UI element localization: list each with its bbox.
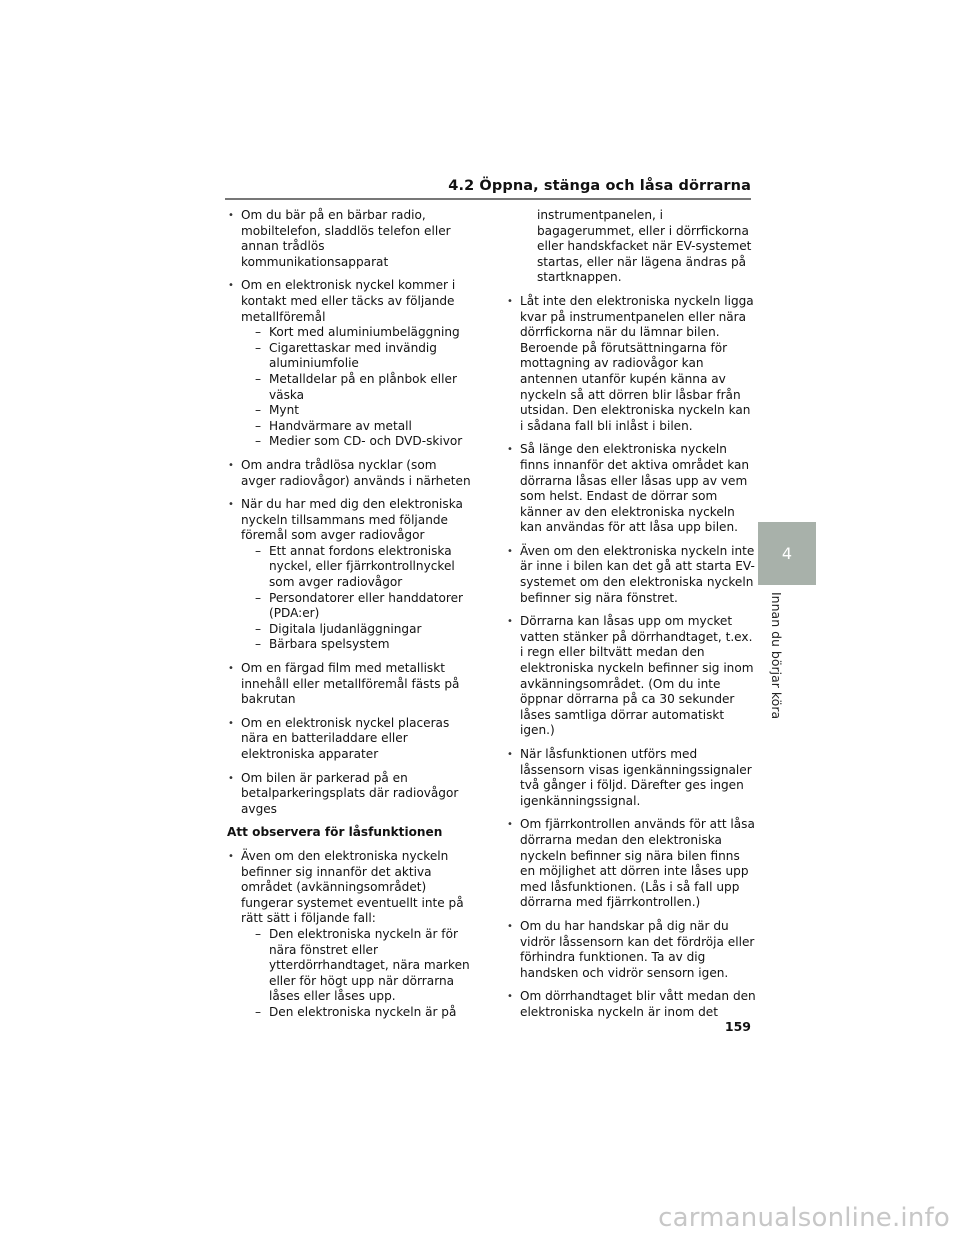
chapter-number: 4	[781, 544, 793, 563]
sub-item: – Metalldelar på en plånbok eller väska	[241, 372, 472, 403]
bullet-item	[227, 849, 472, 1021]
bullet-text: • Om du bär på en bärbar radio, mobiltelefon, sladdlös telefon eller annan trådlös kommunikationsapparat	[241, 208, 451, 269]
bullet-item	[506, 989, 756, 1020]
sub-item: – Mynt	[241, 403, 472, 419]
bullet-text: • När låsfunktionen utförs med låssensorn visas igenkänningssignaler två gånger i följd. Därefter ges ingen igenkänningssignal.	[520, 747, 752, 808]
bullet-item	[227, 278, 472, 450]
section-heading: Att observera för låsfunktionen	[227, 825, 443, 840]
bullet-text: • Låt inte den elektroniska nyckeln ligga kvar på instrumentpanelen eller nära dörrfickorna när du lämnar bilen. Beroende på förutsättningarna för mottagning av radiovågor kan antennen utanför kupén känna av nyckeln så att dörren blir låsbar från utsidan. Den elektroniska nyckeln kan i sådana fall bli inlåst i bilen.	[520, 293, 754, 433]
sub-item: – Cigarettaskar med invändig aluminiumfolie	[241, 341, 472, 372]
left-bullet-list	[227, 208, 472, 817]
chapter-label: Innan du börjar köra	[769, 592, 784, 720]
sub-item: – Ett annat fordons elektroniska nyckel, eller fjärrkontrollnyckel som avger radiovågor	[241, 544, 472, 591]
header-rule	[225, 198, 751, 200]
sub-item: – Digitala ljudanläggningar	[241, 622, 472, 638]
right-column	[506, 208, 756, 1029]
bullet-item	[506, 294, 756, 434]
sub-item: – Medier som CD- och DVD-skivor	[241, 434, 472, 450]
sub-item: – Handvärmare av metall	[241, 419, 472, 435]
continued-subitem-text: instrumentpanelen, i bagagerummet, eller i dörrfickorna eller handskfacket när EV-systemet startas, eller när lägena ändras på startknappen.	[537, 208, 752, 285]
bullet-text: • Om du har handskar på dig när du vidrör låssensorn kan det fördröja eller förhindra funktionen. Ta av dig handsken och vidrör sensorn igen.	[520, 918, 755, 980]
sub-item: – Kort med aluminiumbeläggning	[241, 325, 472, 341]
bullet-text: • Om dörrhandtaget blir vått medan den elektroniska nyckeln är inom det	[520, 989, 756, 1019]
bullet-item	[227, 771, 472, 818]
continued-subitem	[506, 208, 756, 286]
bullet-item	[506, 747, 756, 809]
watermark-text: carmanualsonline.info	[658, 1203, 950, 1233]
bullet-item	[227, 208, 472, 270]
bullet-item	[227, 497, 472, 653]
left-bullet-list-2	[227, 849, 472, 1021]
page-number: 159	[724, 1019, 751, 1034]
bullet-text: • När du har med dig den elektroniska nyckeln tillsammans med följande föremål som avger radiovågor	[241, 497, 463, 543]
bullet-text: • Så länge den elektroniska nyckeln finns innanför det aktiva området kan dörrarna låsas eller låsas upp av vem som helst. Endast de dörrar som känner av den elektroniska nyckeln kan användas för att låsa upp bilen.	[520, 442, 750, 535]
bullet-text: • Om bilen är parkerad på en betalparkeringsplats där radiovågor avges	[241, 770, 459, 816]
bullet-text: • Även om den elektroniska nyckeln befinner sig innanför det aktiva området (avkänningsområdet) fungerar systemet eventuellt inte på rätt sätt i följande fall:	[241, 848, 464, 926]
bullet-text: • Om en färgad film med metalliskt innehåll eller metallföremål fästs på bakrutan	[241, 661, 460, 707]
sub-item: – Persondatorer eller handdatorer (PDA:er)	[241, 591, 472, 622]
bullet-item	[227, 716, 472, 763]
bullet-item	[227, 458, 472, 489]
bullet-text: • Om en elektronisk nyckel placeras nära en batteriladdare eller elektroniska apparater	[241, 715, 450, 761]
bullet-item	[506, 919, 756, 981]
bullet-text: • Även om den elektroniska nyckeln inte är inne i bilen kan det gå att starta EV-systemet om den elektroniska nyckeln befinner sig nära fönstret.	[520, 543, 755, 605]
bullet-item	[506, 614, 756, 739]
bullet-item	[506, 817, 756, 911]
section-header: 4.2 Öppna, stänga och låsa dörrarna	[448, 178, 751, 194]
bullet-item	[506, 544, 756, 606]
sub-list	[241, 544, 472, 653]
bullet-item	[506, 442, 756, 536]
bullet-text: • Dörrarna kan låsas upp om mycket vatten stänker på dörrhandtaget, t.ex. i regn eller biltvätt medan den elektroniska nyckeln befinner sig inom avkänningsområdet. (Om du inte öppnar dörrarna på ca 30 sekunder låses samtliga dörrar automatiskt igen.)	[520, 614, 754, 738]
sub-item: – Bärbara spelsystem	[241, 637, 472, 653]
sub-item: – Den elektroniska nyckeln är på	[241, 1005, 472, 1021]
bullet-text: • Om fjärrkontrollen används för att låsa dörrarna medan den elektroniska nyckeln befinner sig nära bilen finns en möjlighet att dörren inte låses upp med låsfunktionen. (Lås i så fall upp dörrarna med fjärrkontrollen.)	[520, 817, 755, 910]
bullet-text: • Om en elektronisk nyckel kommer i kontakt med eller täcks av följande metallföremål	[241, 278, 456, 324]
bullet-text: • Om andra trådlösa nycklar (som avger radiovågor) används i närheten	[241, 457, 471, 488]
chapter-tab	[758, 522, 816, 585]
bullet-item	[227, 661, 472, 708]
sub-list	[241, 325, 472, 450]
left-column	[227, 208, 472, 1029]
sub-item: – Den elektroniska nyckeln är för nära fönstret eller ytterdörrhandtaget, nära marken eller för högt upp när dörrarna låses eller låses upp.	[241, 927, 472, 1005]
sub-list	[241, 927, 472, 1021]
right-bullet-list	[506, 294, 756, 1021]
